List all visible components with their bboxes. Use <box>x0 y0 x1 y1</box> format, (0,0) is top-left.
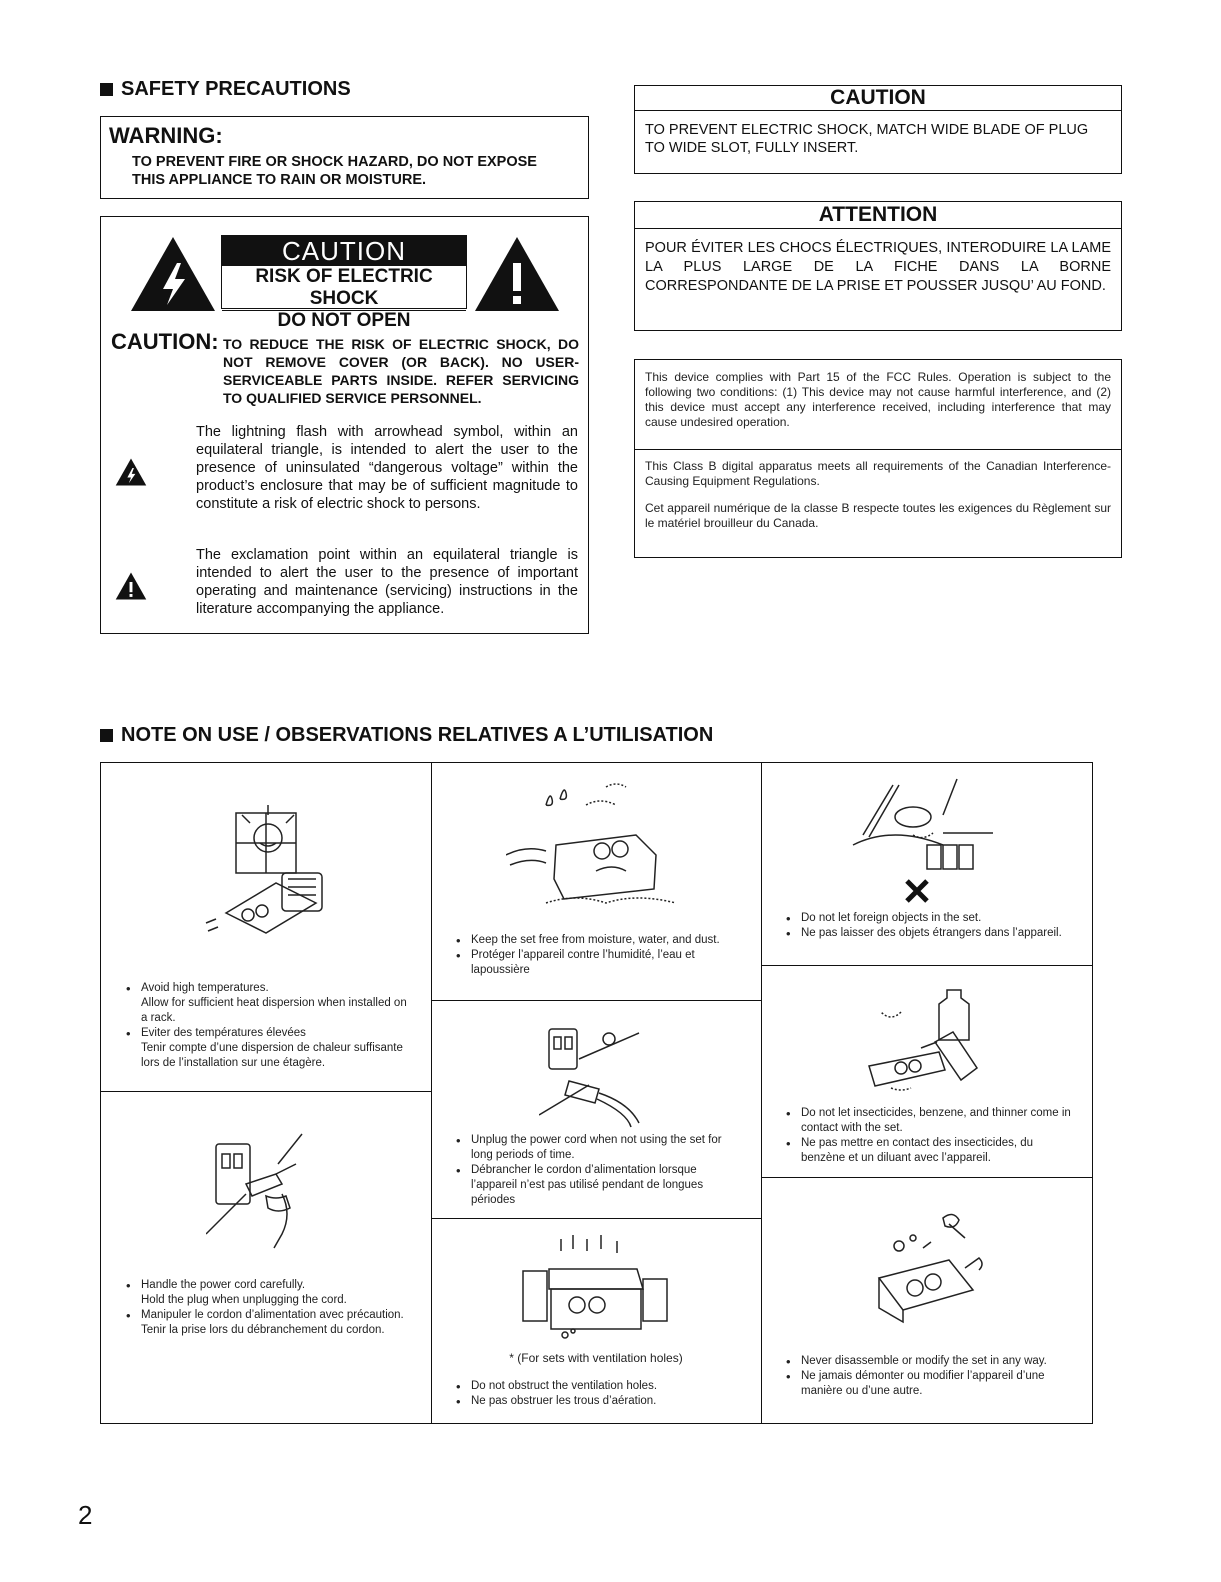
unplugged-cord-illustration-icon <box>539 1019 654 1129</box>
sun-heat-illustration-icon <box>196 803 346 953</box>
unplug-bullet-fr: • Débrancher le cordon d’alimentation lorsque l’appareil n’est pas utilisé pendant de longues périodes <box>471 1163 745 1208</box>
warning-text-line2: THIS APPLIANCE TO RAIN OR MOISTURE. <box>132 172 427 188</box>
cord-sub-en: Hold the plug when unplugging the cord. <box>141 1294 347 1306</box>
exclamation-text: The exclamation point within an equilateral triangle is intended to alert the user to the presence of important operating and maintenance (servicing) instructions in the literature accompanying the appliance. <box>196 547 578 617</box>
unplug-bullet-en: • Unplug the power cord when not using the set for long periods of time. <box>471 1133 745 1163</box>
plug-caution-box <box>634 85 1122 174</box>
ventilation-note: * (For sets with ventilation holes) <box>509 1351 683 1365</box>
fcc-box <box>634 359 1122 558</box>
note-cell-ventilation <box>431 1219 761 1423</box>
vent-bullet-en: • Do not obstruct the ventilation holes. <box>471 1379 745 1394</box>
lightning-small-icon <box>115 457 147 487</box>
caution-label-box <box>100 216 589 634</box>
plug-caution-text: TO PREVENT ELECTRIC SHOCK, MATCH WIDE BLADE OF PLUG TO WIDE SLOT, FULLY INSERT. <box>645 122 1089 156</box>
note-cell-temperature <box>101 763 431 1091</box>
foreign-bullet-fr: • Ne pas laisser des objets étrangers dans l’appareil. <box>801 926 1076 941</box>
warning-box <box>100 116 589 199</box>
fcc-text: This device complies with Part 15 of the FCC Rules. Operation is subject to the following two conditions: (1) This device may not cause harmful interference, and (2) this device must accept any interference received, including interference that may cause undesired operation. <box>645 370 1111 429</box>
plug-caution-title: CAUTION <box>635 86 1121 111</box>
bullet-square-icon <box>100 729 113 742</box>
attention-title: ATTENTION <box>635 202 1121 229</box>
label-line1: RISK OF ELECTRIC SHOCK <box>222 266 466 311</box>
safety-heading <box>100 78 351 101</box>
page-number: 2 <box>78 1500 93 1530</box>
note-cell-unplug <box>431 1001 761 1218</box>
vent-bullet-fr: • Ne pas obstruer les trous d’aération. <box>471 1394 745 1409</box>
canada-fr-text: Cet appareil numérique de la classe B respecte toutes les exigences du Règlement sur le matériel brouilleur du Canada. <box>645 501 1111 530</box>
exclamation-triangle-icon <box>473 235 561 313</box>
cord-sub-fr: Tenir la prise lors du débranchement du cordon. <box>141 1324 385 1336</box>
cord-bullet-en: Handle the power cord carefully. <box>141 1279 306 1291</box>
note-heading-text: NOTE ON USE / OBSERVATIONS RELATIVES A L’UTILISATION <box>121 724 714 746</box>
moisture-bullet-en: • Keep the set free from moisture, water, and dust. <box>471 933 745 948</box>
foreign-objects-caption <box>783 911 1076 941</box>
canada-en-text: This Class B digital apparatus meets all requirements of the Canadian Interference-Causing Equipment Regulations. <box>645 459 1111 488</box>
plug-handling-illustration-icon <box>206 1124 326 1254</box>
caution-text: TO REDUCE THE RISK OF ELECTRIC SHOCK, DO NOT REMOVE COVER (OR BACK). NO USER-SERVICEABLE PARTS INSIDE. REFER SERVICING TO QUALIFIED SERVICE PERSONNEL. <box>223 336 579 406</box>
disassemble-caption <box>783 1354 1076 1399</box>
temperature-sub-en: Allow for sufficient heat dispersion when installed on a rack. <box>141 997 407 1024</box>
disassemble-bullet-fr: • Ne jamais démonter ou modifier l’appareil d’une manière ou d’une autre. <box>801 1369 1076 1399</box>
chemicals-caption <box>783 1106 1076 1166</box>
temperature-bullet-en: Avoid high temperatures. <box>141 982 269 994</box>
attention-text: POUR ÉVITER LES CHOCS ÉLECTRIQUES, INTERODUIRE LA LAME LA PLUS LARGE DE LA FICHE DANS LA BORNE CORRESPONDANTE DE LA PRISE ET POUSSER JUSQU’ AU FOND. <box>645 240 1111 294</box>
temperature-sub-fr: Tenir compte d’une dispersion de chaleur suffisante lors de l’installation sur une étagère. <box>141 1042 403 1069</box>
lightning-text: The lightning flash with arrowhead symbol, within an equilateral triangle, is intended to alert the user to the presence of uninsulated “dangerous voltage” within the product’s enclosure that may be of sufficient magnitude to constitute a risk of electric shock to persons. <box>196 424 578 512</box>
warning-text-line1: TO PREVENT FIRE OR SHOCK HAZARD, DO NOT EXPOSE <box>132 154 537 170</box>
ventilation-caption <box>453 1379 745 1409</box>
foreign-bullet-en: • Do not let foreign objects in the set. <box>801 911 1076 926</box>
foreign-objects-illustration-icon <box>843 775 1003 905</box>
label-line2: DO NOT OPEN <box>277 310 411 331</box>
fcc-divider <box>635 449 1121 450</box>
chemicals-bullet-fr: • Ne pas mettre en contact des insecticides, du benzène et un diluant avec l’appareil. <box>801 1136 1076 1166</box>
note-cell-disassemble <box>761 1178 1092 1423</box>
note-grid <box>100 762 1093 1424</box>
warning-text <box>132 153 537 189</box>
note-cell-chemicals <box>761 966 1092 1177</box>
moisture-dust-illustration-icon <box>506 775 691 915</box>
attention-box <box>634 201 1122 331</box>
warning-title: WARNING: <box>109 123 223 148</box>
unplug-caption <box>453 1133 745 1208</box>
cord-bullet-fr: Manipuler le cordon d’alimentation avec précaution. <box>141 1309 404 1321</box>
spray-chemicals-illustration-icon <box>861 982 991 1102</box>
note-cell-power-cord <box>101 1092 431 1423</box>
note-heading <box>100 724 713 747</box>
safety-heading-text: SAFETY PRECAUTIONS <box>121 78 351 100</box>
temperature-caption <box>123 981 415 1071</box>
label-caution-text: CAUTION <box>222 236 466 266</box>
caution-word: CAUTION: <box>111 329 219 354</box>
caution-label <box>221 235 467 331</box>
bullet-square-icon <box>100 83 113 96</box>
exclamation-small-icon <box>115 571 147 601</box>
power-cord-caption <box>123 1278 415 1338</box>
moisture-bullet-fr: • Protéger l’appareil contre l’humidité, l’eau et lapoussière <box>471 948 745 978</box>
ventilation-blocked-illustration-icon <box>521 1231 671 1341</box>
temperature-bullet-fr: Eviter des températures élevées <box>141 1027 306 1039</box>
disassemble-bullet-en: • Never disassemble or modify the set in any way. <box>801 1354 1076 1369</box>
lightning-triangle-icon <box>129 235 217 313</box>
moisture-caption <box>453 933 745 978</box>
chemicals-bullet-en: • Do not let insecticides, benzene, and thinner come in contact with the set. <box>801 1106 1076 1136</box>
note-cell-moisture <box>431 763 761 1000</box>
disassembly-illustration-icon <box>869 1208 989 1338</box>
note-cell-foreign-objects <box>761 763 1092 965</box>
